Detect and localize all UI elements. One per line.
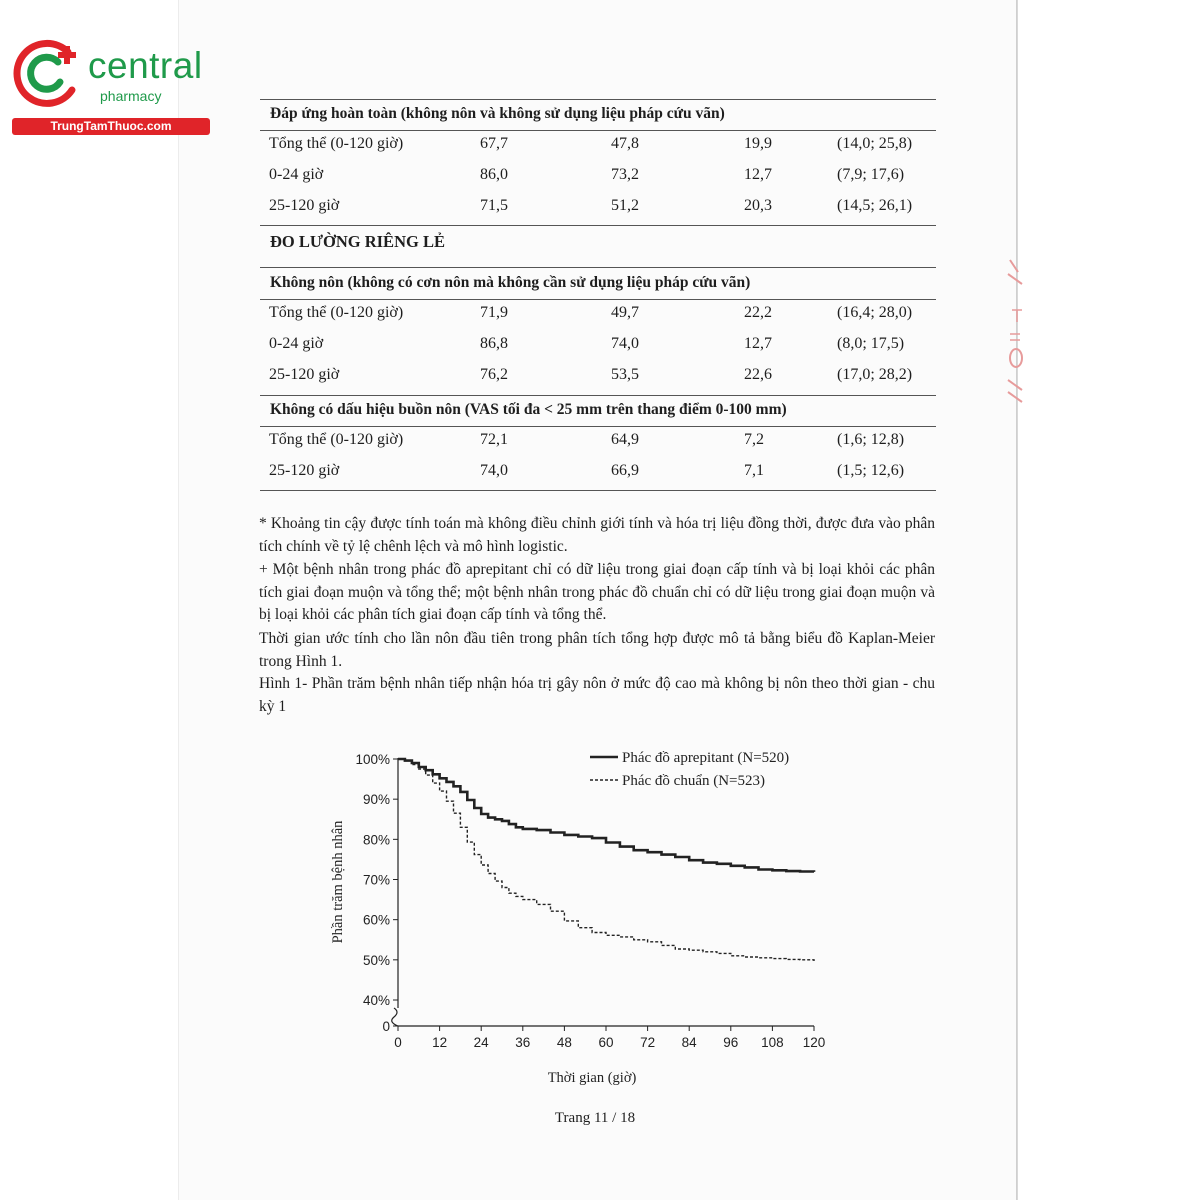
- table-row: [260, 193, 936, 224]
- value-ci: (14,0; 25,8): [837, 135, 913, 152]
- x-tick-label: 72: [640, 1035, 656, 1050]
- value-difference: 22,6: [744, 366, 772, 383]
- row-label: 25-120 giờ: [269, 462, 340, 479]
- table-row: [260, 131, 936, 162]
- table-rule: [260, 267, 936, 268]
- value-aprepitant: 86,8: [480, 335, 508, 352]
- row-label: Tổng thể (0-120 giờ): [269, 135, 404, 152]
- chart-axes: [392, 758, 814, 1026]
- logo-url[interactable]: TrungTamThuoc.com: [12, 118, 210, 135]
- value-standard: 64,9: [611, 431, 639, 448]
- row-label: 25-120 giờ: [269, 366, 340, 383]
- stamp-fragment: [1000, 250, 1030, 420]
- row-label: Tổng thể (0-120 giờ): [269, 431, 404, 448]
- value-ci: (7,9; 17,6): [837, 166, 905, 183]
- x-axis-title: Thời gian (giờ): [547, 1070, 637, 1086]
- x-tick-label: 48: [556, 1035, 572, 1050]
- row-label: 0-24 giờ: [269, 335, 324, 352]
- value-ci: (8,0; 17,5): [837, 335, 905, 352]
- x-tick-label: 96: [723, 1035, 739, 1050]
- value-standard: 66,9: [611, 462, 639, 479]
- y-tick-label: 90%: [362, 792, 390, 808]
- axis-break-mark: [392, 1008, 398, 1026]
- table-row: [260, 458, 936, 489]
- value-ci: (17,0; 28,2): [837, 366, 913, 383]
- table-row: [260, 162, 936, 193]
- row-label: 25-120 giờ: [269, 197, 340, 214]
- logo-brand: central: [88, 45, 203, 86]
- x-tick-label: 24: [473, 1035, 489, 1050]
- value-aprepitant: 74,0: [480, 462, 508, 479]
- y-tick-label: 80%: [362, 832, 390, 848]
- section-heading-individual: ĐO LƯỜNG RIÊNG LẺ: [270, 232, 445, 251]
- value-difference: 20,3: [744, 197, 772, 214]
- value-difference: 22,2: [744, 304, 772, 321]
- value-standard: 47,8: [611, 135, 639, 152]
- y-tick-label: 40%: [362, 993, 390, 1008]
- table-rule: [260, 99, 936, 100]
- value-standard: 53,5: [611, 366, 639, 383]
- kaplan-meier-chart: [320, 740, 840, 1100]
- value-ci: (14,5; 26,1): [837, 197, 913, 214]
- value-difference: 19,9: [744, 135, 772, 152]
- x-tick-label: 0: [394, 1035, 402, 1050]
- value-difference: 7,2: [744, 431, 764, 448]
- y-tick-label: 60%: [362, 912, 390, 928]
- section-heading-complete-response: Đáp ứng hoàn toàn (không nôn và không sử dụng liệu pháp cứu vãn): [270, 105, 725, 122]
- value-difference: 7,1: [744, 462, 764, 479]
- y-tick-label: 100%: [355, 752, 390, 767]
- value-aprepitant: 71,5: [480, 197, 508, 214]
- page-edge: [1016, 0, 1017, 1200]
- y-axis-title: Phần trăm bệnh nhân: [330, 820, 346, 944]
- table-rule: [260, 490, 936, 491]
- figure-caption: Hình 1- Phần trăm bệnh nhân tiếp nhận hóa trị gây nôn ở mức độ cao mà không bị nôn theo thời gian - chu kỳ 1: [259, 675, 935, 715]
- y-tick-label-zero: 0: [382, 1019, 390, 1034]
- legend-label-aprepitant: Phác đồ aprepitant (N=520): [622, 750, 790, 766]
- value-aprepitant: 86,0: [480, 166, 508, 183]
- table-rule: [260, 395, 936, 396]
- central-pharmacy-logo[interactable]: [10, 38, 220, 138]
- table-rule: [260, 225, 936, 226]
- table-row: [260, 331, 936, 362]
- x-tick-label: 36: [515, 1035, 531, 1050]
- value-aprepitant: 72,1: [480, 431, 508, 448]
- x-tick-label: 12: [432, 1035, 448, 1050]
- value-aprepitant: 71,9: [480, 304, 508, 321]
- value-difference: 12,7: [744, 166, 772, 183]
- value-ci: (16,4; 28,0): [837, 304, 913, 321]
- kaplan-meier-paragraph: Thời gian ước tính cho lần nôn đầu tiên trong phân tích tổng hợp được mô tả bằng biểu đồ Kaplan-Meier trong Hình 1.: [259, 630, 935, 670]
- x-tick-label: 108: [761, 1035, 784, 1050]
- value-aprepitant: 67,7: [480, 135, 508, 152]
- table-row: [260, 362, 936, 393]
- row-label: 0-24 giờ: [269, 166, 324, 183]
- section-heading-no-vomiting: Không nôn (không có cơn nôn mà không cần sử dụng liệu pháp cứu vãn): [270, 274, 751, 291]
- row-label: Tổng thể (0-120 giờ): [269, 304, 404, 321]
- x-tick-label: 84: [681, 1035, 697, 1050]
- table-row: [260, 427, 936, 458]
- footnote-excluded-patients: + Một bệnh nhân trong phác đồ aprepitant chỉ có dữ liệu trong giai đoạn cấp tính và bị loại khỏi các phân tích giai đoạn muộn và tổng thể; một bệnh nhân trong phác đồ chuẩn chỉ có dữ liệu trong giai đoạn muộn và bị loại khỏi các phân tích giai đoạn cấp tính và tổng thể.: [259, 561, 935, 624]
- value-standard: 74,0: [611, 335, 639, 352]
- footnote-confidence-interval: * Khoảng tin cậy được tính toán mà không điều chỉnh giới tính và hóa trị liệu đồng thời, được đưa vào phân tích chính về tỷ lệ chênh lệch và mô hình logistic.: [259, 515, 935, 555]
- value-standard: 49,7: [611, 304, 639, 321]
- value-ci: (1,6; 12,8): [837, 431, 905, 448]
- y-tick-label: 50%: [362, 952, 390, 968]
- table-row: [260, 300, 936, 331]
- value-ci: (1,5; 12,6): [837, 462, 905, 479]
- medical-cross-icon: [10, 38, 90, 113]
- logo-subtitle: pharmacy: [100, 88, 162, 104]
- x-tick-label: 120: [802, 1035, 826, 1050]
- chart-ticks: [355, 752, 825, 1050]
- chart-legend: [590, 750, 789, 789]
- value-difference: 12,7: [744, 335, 772, 352]
- legend-label-standard: Phác đồ chuẩn (N=523): [622, 773, 766, 789]
- x-tick-label: 60: [598, 1035, 614, 1050]
- value-aprepitant: 76,2: [480, 366, 508, 383]
- chart-series: [398, 759, 814, 961]
- page-number: Trang 11 / 18: [554, 1110, 636, 1126]
- value-standard: 51,2: [611, 197, 639, 214]
- section-heading-no-nausea: Không có dấu hiệu buồn nôn (VAS tối đa < 25 mm trên thang điểm 0-100 mm): [270, 401, 787, 418]
- value-standard: 73,2: [611, 166, 639, 183]
- y-tick-label: 70%: [362, 872, 390, 888]
